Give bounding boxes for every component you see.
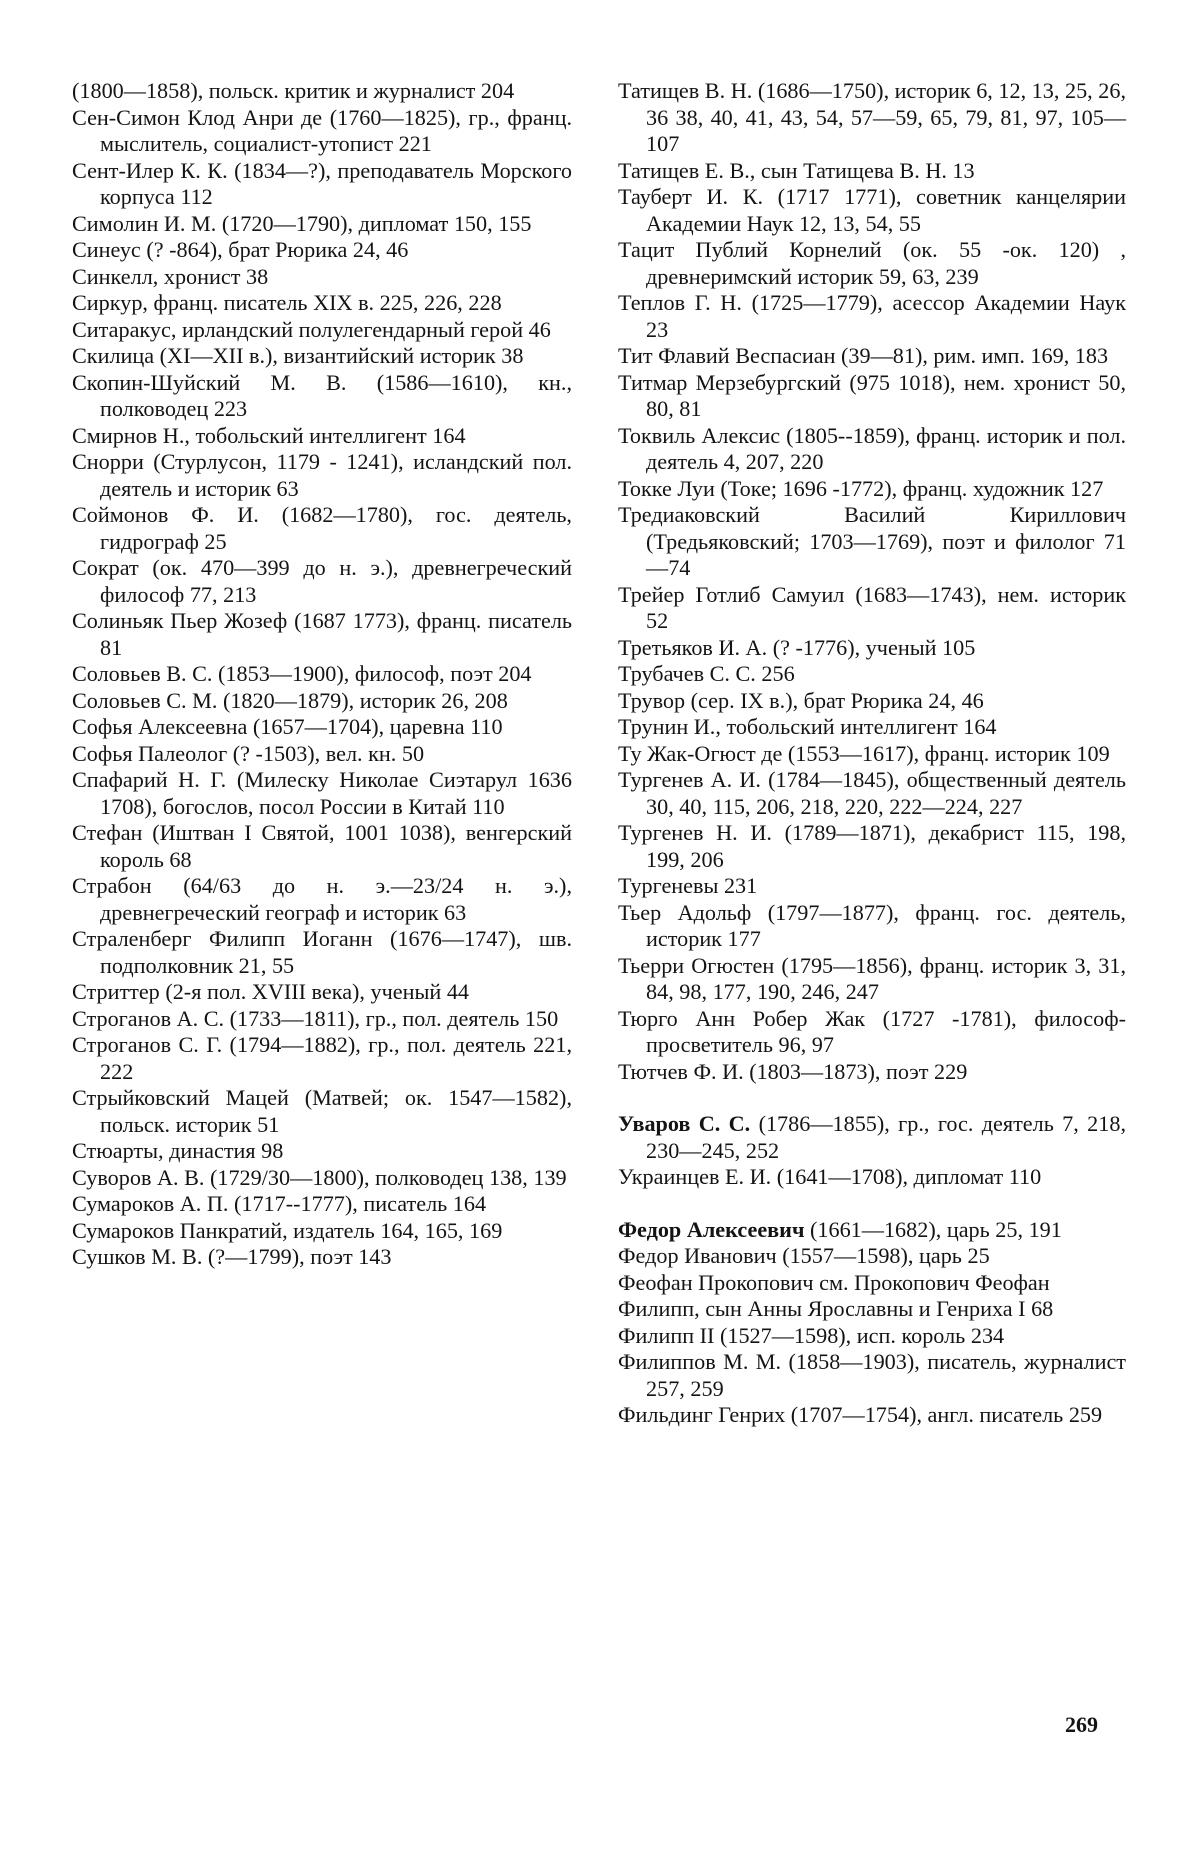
index-entry (72, 714, 572, 741)
index-entry (72, 1006, 572, 1033)
index-entry-name: Суворов А. В. (72, 1164, 205, 1190)
index-entry (72, 1191, 572, 1218)
index-entry (618, 661, 1126, 688)
index-entry-description: (1557—1598), царь 25 (776, 1243, 990, 1268)
index-entry-description: (1760—1825), гр., франц. мыслитель, социалист-утопист 221 (100, 104, 572, 156)
index-entry (618, 1243, 1126, 1270)
index-entry (618, 714, 1126, 741)
index-entry-name: Стрыйковский Мацей (72, 1085, 289, 1110)
index-entry-name: Соловьев С. М. (72, 687, 218, 713)
index-entry-name: Сен-Симон Клод Анри де (72, 104, 323, 130)
index-entry (72, 78, 572, 105)
index-column-right (618, 78, 1126, 1429)
index-entry-description: (1800—1858), польск. критик и журналист 204 (72, 78, 515, 103)
index-entry (72, 264, 572, 291)
index-entry (72, 1085, 572, 1138)
index-entry-description: династия 98 (163, 1138, 284, 1163)
index-entry-description: (Матвей; ок. 1547—1582), польск. историк 51 (100, 1085, 572, 1137)
page-number: 269 (1065, 1712, 1098, 1737)
index-entry-description: (1858—1903), писатель, журналист 257, 259 (646, 1349, 1127, 1401)
index-entry-name: Страленберг Филипп Иоганн (72, 926, 373, 951)
index-entry-name: Титмар Мерзебургский (618, 369, 842, 395)
index-entry-description: (1853—1900), философ, поэт 204 (212, 661, 532, 686)
index-entry-name: Тюрго Анн Робер Жак (618, 1005, 866, 1031)
index-entry-description: (1686—1750), историк 6, 12, 13, 25, 26, 36 38, 40, 41, 43, 54, 57—59, 65, 79, 81, 97, 105—107 (646, 78, 1127, 156)
index-entry-name: Соймонов Ф. И. (72, 502, 259, 527)
index-entry-name: Строганов С. Г. (72, 1032, 223, 1057)
index-entry (618, 1323, 1126, 1350)
index-entry-description: (1834—?), преподаватель Морского корпуса 112 (100, 157, 572, 209)
index-entry (72, 343, 572, 370)
index-entry (618, 184, 1126, 237)
index-entry-name: Сушков М. В. (72, 1244, 203, 1269)
index-entry (72, 926, 572, 979)
index-entry-name: Ту Жак-Огюст де (618, 740, 783, 766)
index-entry-name: Тютчев Ф. И. (618, 1058, 744, 1084)
index-entry-name: Тацит Публий Корнелий (618, 237, 882, 262)
index-entry (72, 423, 572, 450)
index-entry (618, 1059, 1126, 1086)
index-entry (72, 767, 572, 820)
index-entry-name: Соловьев В. С. (72, 661, 213, 686)
index-entry-description: (1729/30—1800), полководец 138, 139 (204, 1164, 567, 1190)
index-entry (72, 1244, 572, 1271)
index-entry (618, 370, 1126, 423)
index-entry-name: Солиньяк Пьер Жозеф (72, 608, 288, 633)
index-entry (618, 158, 1126, 185)
index-entry (618, 1111, 1126, 1164)
index-entry (618, 1402, 1126, 1429)
index-entry (72, 317, 572, 344)
index-entry-name: Стюарты, (72, 1138, 164, 1163)
index-entry-name: Синкелл, (72, 263, 159, 289)
index-entry-description: (1727 -1781), философ-просветитель 96, 97 (646, 1005, 1126, 1057)
index-entry-name: Сент-Илер К. К. (72, 157, 228, 183)
index-entry-description: (1803—1873), поэт 229 (743, 1058, 968, 1084)
index-entry-description: (ок. 55 -ок. 120) , древнеримский историк 59, 63, 239 (646, 237, 1127, 289)
index-entry (618, 343, 1126, 370)
index-entry-name: Федор Иванович (618, 1243, 777, 1268)
index-entry-description: (1661—1682), царь 25, 191 (804, 1216, 1062, 1242)
index-entry-description: (ок. 470—399 до н. э.), древнегреческий философ 77, 213 (100, 555, 572, 607)
index-entry-description: (1725—1779), асессор Академии Наук 23 (646, 290, 1126, 342)
index-entry (618, 1164, 1126, 1191)
index-entry (618, 582, 1126, 635)
index-entry (618, 78, 1126, 158)
index-entry (618, 741, 1126, 768)
index-entry-name: Фильдинг Генрих (618, 1402, 786, 1427)
index-entry-name: Федор Алексеевич (618, 1216, 805, 1242)
index-entry-name: Тит Флавий Веспасиан (618, 343, 836, 368)
index-entry-description: сын Татищева В. Н. 13 (755, 157, 975, 183)
index-entry (72, 741, 572, 768)
index-entry (618, 688, 1126, 715)
index-entry-description: (сер. IX в.), брат Рюрика 24, 46 (685, 687, 984, 713)
index-entry-description: (Милеску Николае Сиэтарул 1636 1708), богослов, посол России в Китай 110 (100, 767, 572, 819)
index-entry-description: (1586—1610), кн., полководец 223 (100, 369, 573, 421)
index-entry-description: (1720—1790), дипломат 150, 155 (216, 210, 532, 236)
index-entry (618, 820, 1126, 873)
index-entry-description: (Тредьяковский; 1703—1769), поэт и филолог 71—74 (646, 528, 1126, 580)
index-entry (618, 1349, 1126, 1402)
index-entry-name: Скилица (72, 343, 155, 368)
index-entry (618, 953, 1126, 1006)
index-entry-name: Софья Палеолог (72, 740, 228, 766)
index-entry-description: (1717 1771), советник канцелярии Академии Наук 12, 13, 54, 55 (646, 184, 1126, 236)
index-entry-name: Синеус (72, 237, 141, 262)
index-column-left (72, 78, 572, 1271)
index-entry (618, 900, 1126, 953)
index-entry-description: 231 (718, 873, 758, 898)
index-entry-name: Тьерри Огюстен (618, 952, 775, 978)
index-entry-name: Трейер Готлиб Самуил (618, 581, 845, 607)
index-entry-description: (2-я пол. XVIII века), ученый 44 (159, 979, 470, 1004)
index-entry (72, 1165, 572, 1192)
index-entry-name: Сократ (72, 555, 139, 580)
index-entry-name: Скопин-Шуйский М. В. (72, 369, 347, 395)
index-entry-name: Тауберт И. К. (618, 184, 764, 209)
index-entry (72, 449, 572, 502)
index-entry-name: Тургенев Н. И. (618, 820, 772, 845)
index-entry-name: Филиппов М. М. (618, 1349, 782, 1374)
index-entry (72, 688, 572, 715)
index-entry-description: (1820—1879), историк 26, 208 (217, 687, 508, 713)
index-entry-description: (? -1503), вел. кн. 50 (227, 740, 425, 766)
index-entry-name: Тьер Адольф (618, 899, 752, 925)
index-entry-description: издатель 164, 165, 169 (287, 1217, 503, 1243)
index-entry-name: Сиркур, (72, 290, 148, 315)
index-entry (72, 1138, 572, 1165)
index-entry-description: (Токе; 1696 -1772), франц. художник 127 (714, 475, 1104, 501)
index-entry-description: (Иштван I Святой, 1001 1038), венгерский король 68 (100, 820, 572, 872)
index-entry (618, 502, 1126, 582)
index-entry (72, 661, 572, 688)
index-entry-description: тобольский интеллигент 164 (189, 422, 466, 448)
index-entry-name: Трувор (618, 687, 686, 713)
index-entry-name: Строганов А. С. (72, 1005, 225, 1031)
index-entry-name: Феофан Прокопович (618, 1269, 814, 1295)
index-entry (72, 290, 572, 317)
index-entry-description: (64/63 до н. э.—23/24 н. э.), древнегреческий географ и историк 63 (100, 873, 572, 925)
index-entry (72, 1218, 572, 1245)
index-entry (72, 211, 572, 238)
index-entry-name: Тредиаковский Василий Кириллович (618, 502, 1126, 527)
index-entry-description: сын Анны Ярославны и Генриха I 68 (699, 1296, 1054, 1321)
index-entry (618, 1270, 1126, 1297)
index-entry-description: 256 (755, 661, 795, 686)
index-entry (72, 502, 572, 555)
index-entry-name: Софья Алексеевна (72, 714, 248, 739)
index-entry-description: (?—1799), поэт 143 (202, 1244, 392, 1269)
index-entry-name: Стефан (72, 820, 143, 845)
index-entry-description: ирландский полулегендарный герой 46 (176, 316, 551, 342)
index-entry-description: (1657—1704), царевна 110 (247, 714, 503, 739)
index-entry-name: Теплов Г. Н. (618, 290, 742, 315)
index-entry-description: (1786—1855), гр., гос. деятель 7, 218, 230—245, 252 (646, 1111, 1126, 1163)
index-entry-description: (XI—XII в.), византийский историк 38 (154, 343, 524, 368)
index-entry-name: Трунин И., (618, 714, 721, 739)
index-entry (618, 873, 1126, 900)
index-entry-name: Тургеневы (618, 873, 719, 898)
index-entry-name: Ситаракус, (72, 316, 177, 342)
index-entry-name: Филипп, (618, 1296, 700, 1321)
index-entry (618, 290, 1126, 343)
index-entry (618, 423, 1126, 476)
index-entry-description: (1682—1780), гос. деятель, гидрограф 25 (100, 502, 572, 554)
index-entry-description: (1784—1845), общественный деятель 30, 40, 115, 206, 218, 220, 222—224, 227 (646, 767, 1126, 819)
index-entry (72, 820, 572, 873)
index-entry-name: Трубачев С. С. (618, 661, 756, 686)
index-entry-description: хронист 38 (158, 263, 269, 289)
index-entry-name: Сумароков Панкратий, (72, 1217, 288, 1243)
index-entry-description: (1794—1882), гр., пол. деятель 221, 222 (100, 1032, 572, 1084)
index-entry-description: (1683—1743), нем. историк 52 (646, 581, 1126, 633)
index-entry (72, 1032, 572, 1085)
index-entry-description: (1553—1617), франц. историк 109 (782, 740, 1110, 766)
index-entry-name: Украинцев Е. И. (618, 1164, 772, 1189)
index-entry-name: Филипп II (618, 1322, 715, 1348)
index-entry-name: Уваров С. С. (618, 1111, 751, 1136)
index-entry-name: Сумароков А. П. (72, 1191, 229, 1216)
index-entry-description: (1717--1777), писатель 164 (228, 1191, 487, 1216)
index-entry-description: (? -1776), ученый 105 (767, 634, 976, 660)
index-entry (72, 370, 572, 423)
index-entry (72, 555, 572, 608)
index-entry-description: (1733—1811), гр., пол. деятель 150 (224, 1005, 559, 1031)
index-entry-description: (1641—1708), дипломат 110 (771, 1164, 1042, 1189)
index-entry-description: см. Прокопович Феофан (813, 1269, 1050, 1295)
index-entry-description: (39—81), рим. имп. 169, 183 (835, 343, 1109, 368)
index-entry-name: Спафарий Н. Г. (72, 767, 227, 792)
index-entry-name: Татищев Е. В., (618, 157, 756, 183)
index-entry (618, 767, 1126, 820)
index-entry (618, 237, 1126, 290)
index-entry-description: (1797—1877), франц. гос. деятель, историк 177 (646, 899, 1126, 951)
index-entry (72, 873, 572, 926)
index-entry (72, 237, 572, 264)
index-entry-description: тобольский интеллигент 164 (720, 714, 997, 739)
index-entry-name: Симолин И. М. (72, 210, 217, 236)
index-entry-name: Снорри (72, 449, 144, 474)
index-entry-name: Стриттер (72, 979, 160, 1004)
index-entry-description: (1789—1871), декабрист 115, 198, 199, 206 (646, 820, 1126, 872)
index-entry-description: (1676—1747), шв. подполковник 21, 55 (100, 926, 572, 978)
index-entry (72, 158, 572, 211)
index-entry-description: (975 1018), нем. хронист 50, 80, 81 (646, 369, 1126, 421)
index-entry-description: (Стурлусон, 1179 - 1241), исландский пол. деятель и историк 63 (100, 449, 572, 501)
index-entry-description: (? -864), брат Рюрика 24, 46 (140, 237, 409, 262)
index-entry-name: Токвиль Алексис (618, 422, 781, 448)
index-entry-description: (1687 1773), франц. писатель 81 (100, 608, 573, 660)
index-entry-description: (1527—1598), исп. король 234 (714, 1322, 1005, 1348)
index-entry (618, 635, 1126, 662)
index-entry (72, 105, 572, 158)
index-entry-description: (1707—1754), англ. писатель 259 (785, 1402, 1103, 1427)
index-entry (72, 979, 572, 1006)
index-entry-description: (1795—1856), франц. историк 3, 31, 84, 98, 177, 190, 246, 247 (646, 952, 1127, 1004)
index-entry (618, 1217, 1126, 1244)
index-entry (72, 608, 572, 661)
index-entry-name: Страбон (72, 873, 152, 898)
index-entry-name: Татищев В. Н. (618, 78, 753, 103)
index-entry-name: Третьяков И. А. (618, 634, 768, 660)
index-entry-name: Тургенев А. И. (618, 767, 761, 792)
index-entry (618, 1006, 1126, 1059)
index-entry-description: франц. писатель XIX в. 225, 226, 228 (147, 290, 502, 315)
index-entry (618, 1296, 1126, 1323)
index-entry (618, 476, 1126, 503)
index-entry-description: (1805--1859), франц. историк и пол. деятель 4, 207, 220 (646, 422, 1126, 474)
index-entry-name: Смирнов Н., (72, 422, 190, 448)
index-entry-name: Токке Луи (618, 475, 715, 501)
